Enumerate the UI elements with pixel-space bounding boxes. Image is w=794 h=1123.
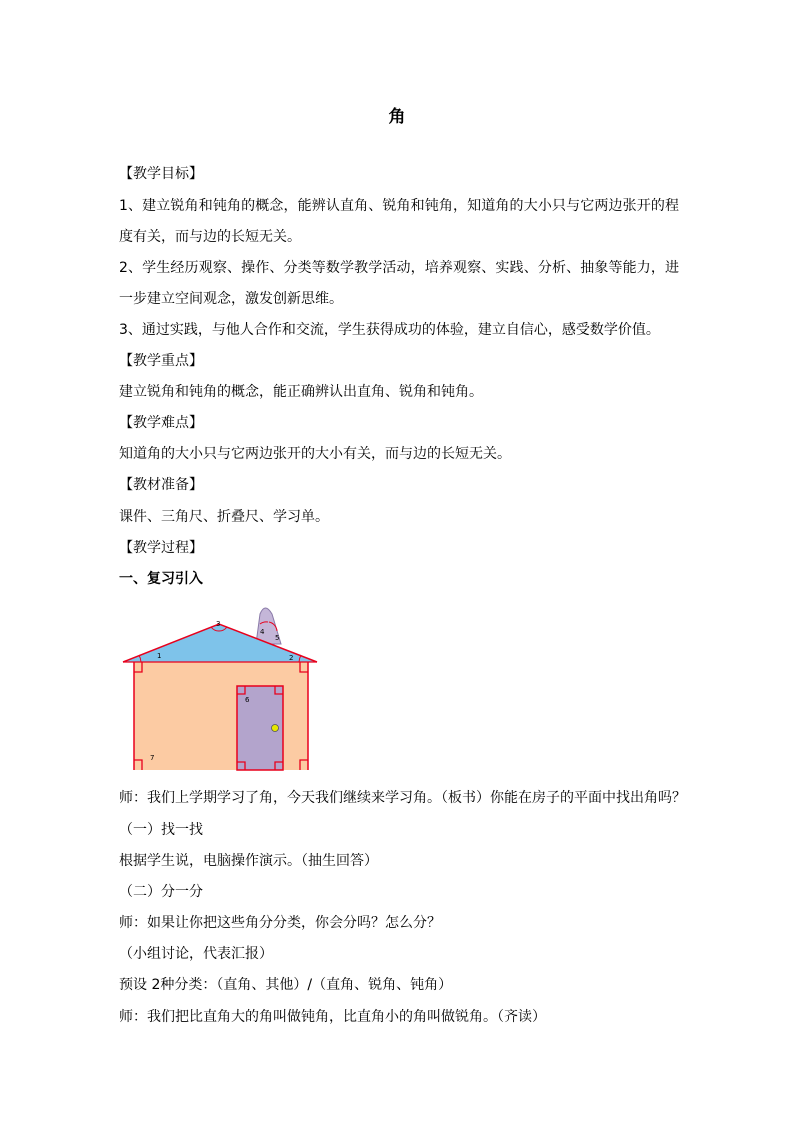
part-1-text: 根据学生说，电脑操作演示。（抽生回答） <box>119 853 378 869</box>
part-2-heading: （二）分一分 <box>119 884 203 900</box>
process-heading: 【教学过程】 <box>119 540 203 556</box>
materials-text: 课件、三角尺、折叠尺、学习单。 <box>119 509 329 525</box>
teacher-definition: 师：我们把比直角大的角叫做钝角，比直角小的角叫做锐角。（齐读） <box>119 1009 546 1025</box>
key-points-heading: 【教学重点】 <box>119 353 203 369</box>
objective-2-line-2: 一步建立空间观念，激发创新思维。 <box>119 291 343 307</box>
angle-label-6: 6 <box>245 696 250 704</box>
angle-label-7: 7 <box>150 754 155 762</box>
roof <box>123 624 317 662</box>
angle-label-3: 3 <box>216 620 221 628</box>
teacher-intro: 师：我们上学期学习了角，今天我们继续来学习角。（板书）你能在房子的平面中找出角吗？ <box>119 790 686 806</box>
angle-label-5: 5 <box>275 634 280 642</box>
difficulties-heading: 【教学难点】 <box>119 415 203 431</box>
page-title: 角 <box>388 107 406 127</box>
part-1-heading: （一）找一找 <box>119 822 203 838</box>
objective-1-line-2: 度有关，而与边的长短无关。 <box>119 229 301 245</box>
angle-label-4: 4 <box>260 628 265 636</box>
objectives-heading: 【教学目标】 <box>119 166 203 182</box>
house-angle-figure <box>119 600 323 775</box>
angle-label-1: 1 <box>157 652 162 660</box>
angle-label-2: 2 <box>289 654 294 662</box>
objective-2-line-1: 2、学生经历观察、操作、分类等数学教学活动，培养观察、实践、分析、抽象等能力，进 <box>119 260 679 276</box>
group-note: （小组讨论，代表汇报） <box>119 946 273 962</box>
door-knob <box>272 725 279 732</box>
key-points-text: 建立锐角和钝角的概念，能正确辨认出直角、锐角和钝角。 <box>119 384 483 400</box>
preset-classification: 预设 2种分类：（直角、其他）/（直角、锐角、钝角） <box>119 977 453 993</box>
objective-1-line-1: 1、建立锐角和钝角的概念，能辨认直角、锐角和钝角，知道角的大小只与它两边张开的程 <box>119 198 679 214</box>
objective-3: 3、通过实践，与他人合作和交流，学生获得成功的体验，建立自信心，感受数学价值。 <box>119 322 660 338</box>
materials-heading: 【教材准备】 <box>119 477 203 493</box>
difficulties-text: 知道角的大小只与它两边张开的大小有关，而与边的长短无关。 <box>119 446 511 462</box>
teacher-question: 师：如果让你把这些角分分类，你会分吗？怎么分？ <box>119 915 441 931</box>
section-review-intro: 一、复习引入 <box>119 571 203 587</box>
